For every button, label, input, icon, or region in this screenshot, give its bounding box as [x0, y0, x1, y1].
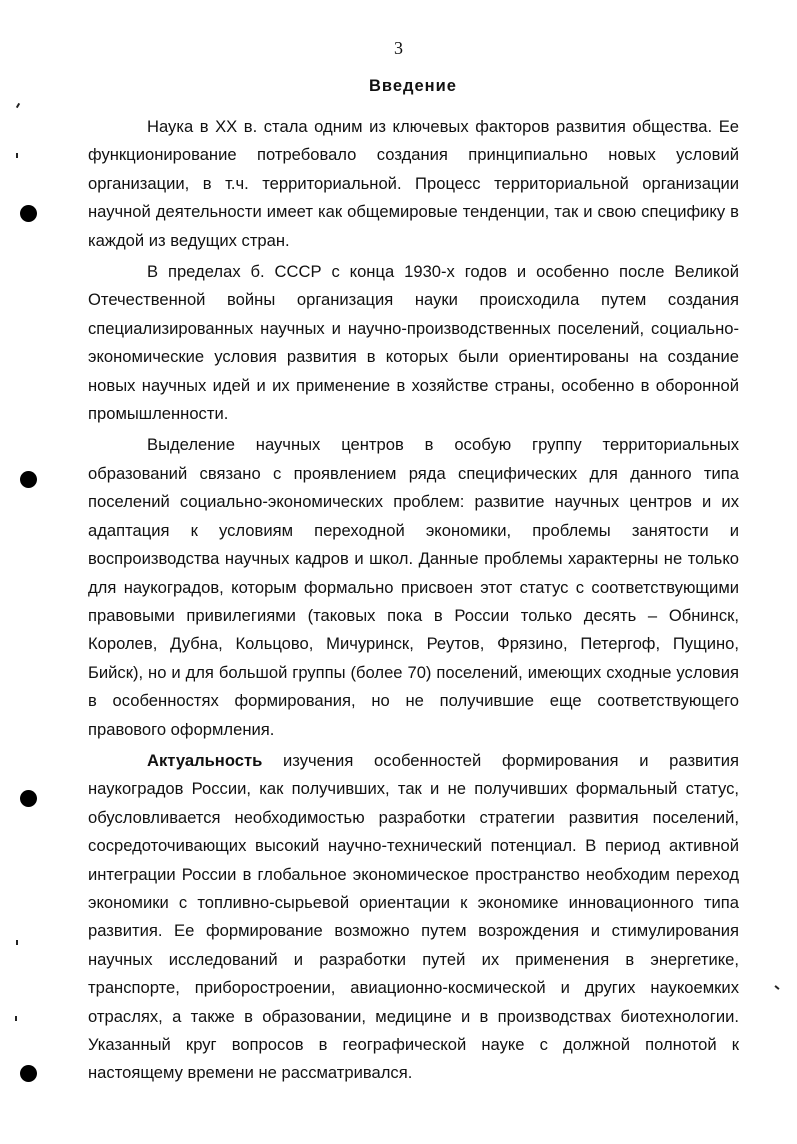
- term-relevance: Актуальность: [147, 750, 263, 770]
- page-number: 3: [394, 38, 403, 58]
- punch-hole: [20, 790, 37, 807]
- punch-hole: [20, 471, 37, 488]
- paragraph-4-text: изучения особенностей формирования и развития наукоградов России, как получивших, так и не получивших формальный статус, обусловливается необходимостью разработки стратегии развития поселений, сосредоточивающих высокий научно-технический потенциал. В период активной интеграции России в глобальное экономическое пространство необходим переход экономики с топливно-сырьевой ориентации к экономике инновационного типа развития. Ее формирование возможно путем возрождения и стимулирования научных исследований и разработки путей их применения в энергетике, транспорте, приборостроении, авиационно-космической и других наукоемких отраслях, а также в образовании, медицине и в производствах биотехнологии. Указанный круг вопросов в географической науке с должной полнотой к настоящему времени не рассматривался.: [88, 750, 739, 1083]
- paragraph-1: Наука в XX в. стала одним из ключевых факторов развития общества. Ее функционирование потребовало создания принципиально новых условий организации, в т.ч. территориальной. Процесс территориальной организации научной деятельности имеет как общемировые тенденции, так и свою специфику в каждой из ведущих стран.: [88, 117, 739, 250]
- paragraph-4: [88, 747, 739, 1088]
- paragraph-3: Выделение научных центров в особую группу территориальных образований связано с проявлением ряда специфических для данного типа поселений социально-экономических проблем: развитие научных центров и их адаптация к условиям переходной экономики, проблемы занятости и воспроизводства научных кадров и школ. Данные проблемы характерны не только для наукоградов, которым формально присвоен этот статус с соответствующими правовыми привилегиями (таковых пока в России только десять – Обнинск, Королев, Дубна, Кольцово, Мичуринск, Реутов, Фрязино, Петергоф, Пущино, Бийск), но и для большой группы (более 70) поселений, имеющих сходные условия в особенностях формирования, но не получившие еще соответствующего правового оформления.: [88, 435, 739, 739]
- scan-speck: [15, 1016, 17, 1021]
- punch-hole: [20, 1065, 37, 1082]
- scan-speck: [16, 103, 20, 108]
- punch-hole: [20, 205, 37, 222]
- scan-speck: [774, 985, 779, 990]
- scan-speck: [16, 940, 18, 945]
- body-text: [88, 113, 739, 1088]
- section-heading: Введение: [369, 77, 457, 95]
- paragraph-2: В пределах б. СССР с конца 1930-х годов и особенно после Великой Отечественной войны организация науки происходила путем создания специализированных научных и научно-производственных поселений, социально-экономические условия развития в которых были ориентированы на создание новых научных идей и их применение в хозяйстве страны, особенно в оборонной промышленности.: [88, 262, 739, 424]
- scan-speck: [16, 153, 18, 158]
